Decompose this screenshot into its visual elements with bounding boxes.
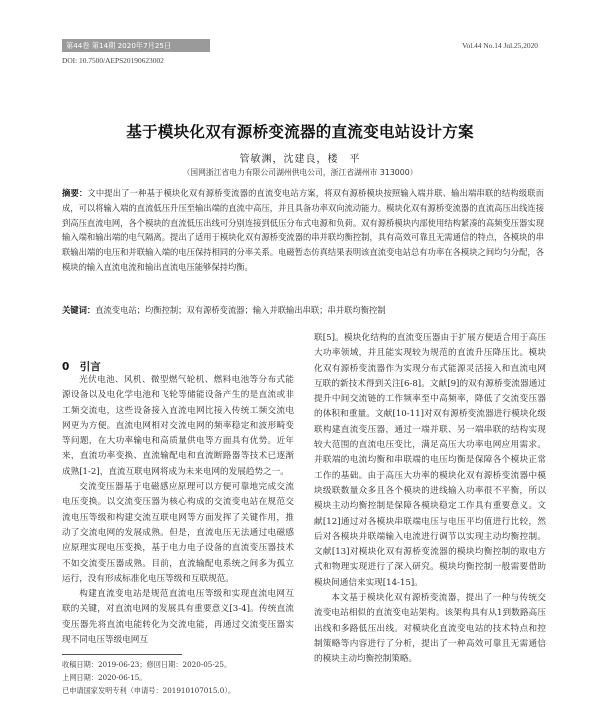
keywords-block (62, 303, 544, 317)
paragraph: 交流变压器基于电磁感应原理可以方便可靠地完成交流电压变换。以交流变压器为核心构成的交流变电站在规范交流电压等级和构建交流互联电网等方面发挥了关键作用，推动了交流电网的发展成熟。但是，直流电压无法通过电磁感应原理实现电压变换，基于电力电子设备的直流变压器技术不如交流变压器成熟。目前，直流输配电系统之间多为孤立运行，没有形成标准化电压等级和互联规范。 (62, 482, 294, 584)
paragraph: 光伏电池、风机、微型燃气轮机、燃料电池等分布式能源设备以及电化学电池和飞轮等储能设备产生的是直流或非工频交流电，这些设备接入直流电网比接入传统工频交流电网更为方便。直流电网相对交流电网的频率稳定和波形畸变等问题，在大功率输电和高质量供电等方面具有优势。近年来，直流功率变换、直流输配电和直流断路器等技术已逐渐成熟[1-2]，直流互联电网将成为未来电网的发展趋势之一。 (62, 375, 294, 477)
abstract-block (62, 186, 544, 275)
abstract-text: 文中提出了一种基于模块化双有源桥变流器的直流变电站方案，将双有源桥模块按照输入端并联、输出端串联的结构级联而成，可以将输入端的直流低压升压至输出端的直流中高压，并且具备功率双向流动能力。模块化双有源桥变流器的直流高压出线连接到高压直流电网，各个模块的直流低压出线可分别连接到低压分布式电源和负荷。双有源桥模块内部使用结构紧凑的高频变压器实现输入端和输出端的电气隔离。提出了适用于模块化双有源桥变流器的串并联均衡控制，具有高效可靠且无需通信的特点，各模块的串联输出端的电压和并联输入端的电压保持相同的分率关系。电磁暂态仿真结果表明该直流变电站总有功率在各模块之间均匀分配，各模块的输入直流电流和输出直流电压能够保持均衡。 (62, 188, 544, 272)
journal-issue-tag: 第44卷 第14期 2020年7月25日 (62, 39, 210, 52)
keywords-text: 直流变电站；均衡控制；双有源桥变流器；输入并联输出串联；串并联均衡控制 (95, 305, 386, 315)
keywords-label: 关键词： (62, 305, 96, 315)
received-date: 收稿日期：2019-06-23；修回日期：2020-05-25。 (62, 660, 232, 669)
patent-note: 已申请国家发明专利（申请号：201910107015.0）。 (62, 685, 236, 695)
affiliation: （国网浙江省电力有限公司湖州供电公司，浙江省湖州市 313000） (182, 168, 418, 177)
paragraph: 联[5]。模块化结构的直流变压器由于扩展方便适合用于高压大功率领域，并且能实现较为规范的直流升压降压比。模块化双有源桥变流器作为实现分布式能源灵活接入和直流电网互联的新技术得到关注[6-8]。文献[9]的双有源桥变流器通过提升中间交流链的工作频率至中高频率，降低了交流变压器的体积和重量。文献[10-11]对双有源桥变流器进行模块化级联构建直流变压器，通过一端并联、另一端串联的结构实现较大范围的直流电压变比，满足高压大功率电网应用需求。并联端的电流均衡和串联端的电压均衡是保障各个模块正常工作的基础。由于高压大功率的模块化双有源桥变流器中模块级联数量众多且各个模块的进线输入功率很不平衡，所以模块主动均衡控制是保障各模块稳定工作具有重要意义。文献[12]通过对各模块串联端电压与电压平均值进行比较，然后对各模块并联端输入电流进行调节以实现主动均衡控制。文献[13]对模块化双有源桥变流器的模块均衡控制的取电方式和物理实现进行了深入研究。模块均衡控制一般需要借助模块间通信来实现[14-15]。 (314, 333, 546, 588)
paper-title: 基于模块化双有源桥变流器的直流变电站设计方案 (126, 123, 474, 141)
volume-info: Vol.44 No.14 Jul.25,2020 (462, 41, 538, 50)
left-column (62, 373, 294, 648)
abstract-label: 摘要： (62, 188, 88, 198)
right-column (314, 331, 546, 668)
doi-line[interactable]: DOI: 10.7500/AEPS20190623002 (62, 56, 164, 65)
section-heading-introduction: 0 引言 (62, 361, 101, 373)
footnote-divider (62, 654, 182, 655)
paragraph: 本文基于模块化双有源桥变流器，提出了一种与传统交流变电站相似的直流变电站架构。该架构具有从1到数路高压出线和多路低压出线。对模块化直流变电站的技术特点和控制策略等内容进行了分析，提出了一种高效可靠且无需通信的模块主动均衡控制策略。 (314, 593, 546, 665)
paragraph: 构建直流变电站是规范直流电压等级和实现直流电网互联的关键，对直流电网的发展具有重要意义[3-4]。传统直流变压器先将直流电能转化为交流电能，再通过交流变压器实现不同电压等级电网互 (62, 589, 294, 646)
footnotes (62, 659, 235, 697)
author-list: 管敏渊，沈建良，楼 平 (239, 154, 361, 165)
online-date: 上网日期：2020-06-15。 (62, 672, 147, 682)
